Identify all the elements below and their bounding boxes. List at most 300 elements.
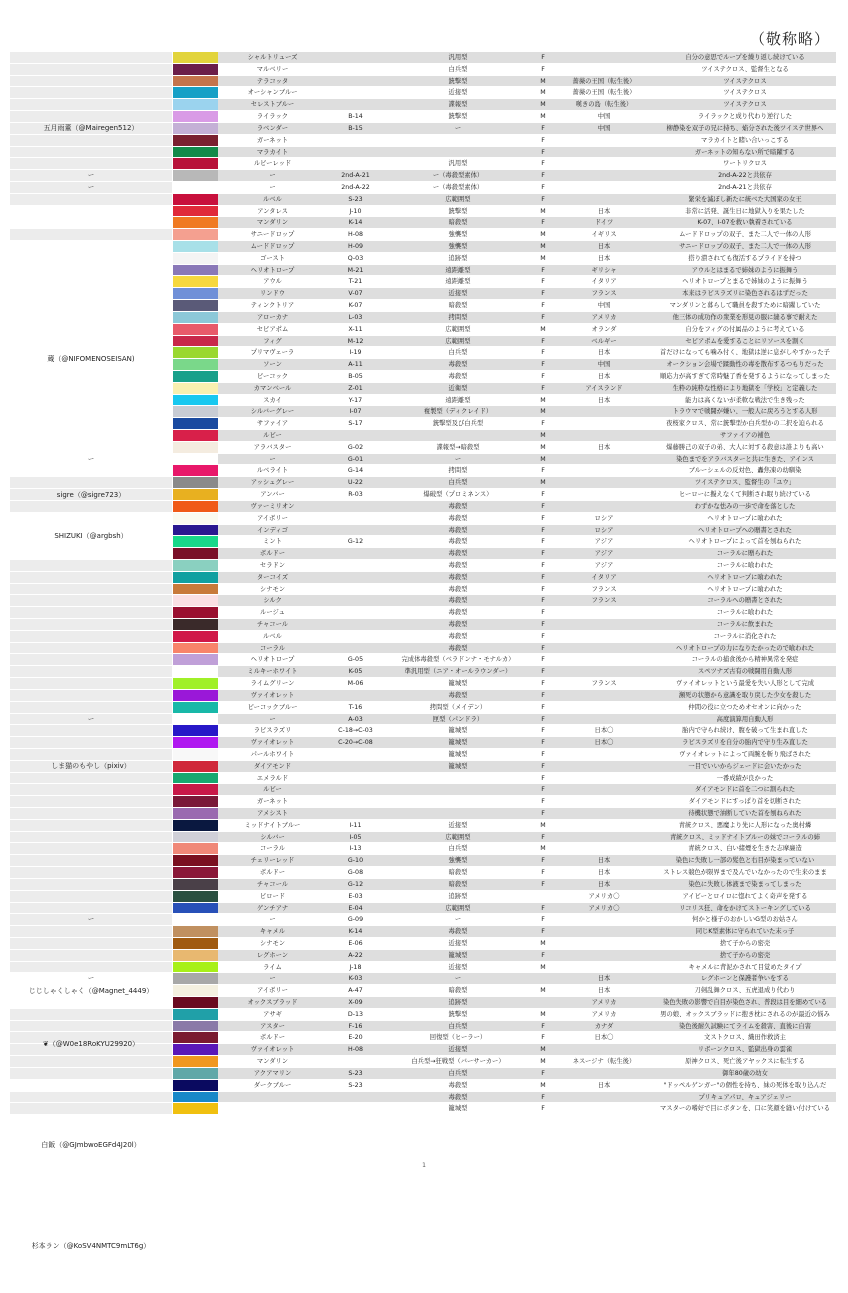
author-cell bbox=[10, 336, 172, 347]
sex-cell: F bbox=[532, 170, 554, 181]
table-row bbox=[10, 265, 836, 277]
table-row bbox=[10, 1032, 836, 1044]
serial-number-cell: L-03 bbox=[327, 312, 384, 323]
color-name-cell: ゴースト bbox=[218, 253, 327, 264]
author-cell bbox=[10, 761, 172, 772]
serial-number-cell: A-11 bbox=[327, 359, 384, 370]
type-cell: 完成体毒殺型（ベラドンナ・モナルカ） bbox=[384, 654, 532, 665]
table-row bbox=[10, 714, 836, 726]
note-cell: 本来はラピスラズリに染色されるはずだった bbox=[654, 288, 836, 299]
serial-number-cell: E-06 bbox=[327, 938, 384, 949]
color-name-cell: シナモン bbox=[218, 938, 327, 949]
sex-cell bbox=[532, 973, 554, 984]
author-cell bbox=[10, 406, 172, 417]
origin-cell bbox=[554, 1068, 654, 1079]
origin-cell: アメリカ bbox=[554, 1009, 654, 1020]
serial-number-cell bbox=[327, 761, 384, 772]
note-cell: 青統クロス、ミッドナイトブルーの妹でコーラルの姉 bbox=[654, 832, 836, 843]
note-cell: リボーンクロス、監獄出身の雲雀 bbox=[654, 1044, 836, 1055]
author-cell bbox=[10, 891, 172, 902]
serial-number-cell: S-23 bbox=[327, 1080, 384, 1091]
type-cell: 拷問型 bbox=[384, 312, 532, 323]
sex-cell: M bbox=[532, 76, 554, 87]
type-cell: 毒殺型 bbox=[384, 359, 532, 370]
author-cell bbox=[10, 808, 172, 819]
serial-number-cell: T-21 bbox=[327, 276, 384, 287]
color-swatch bbox=[172, 52, 218, 63]
sex-cell: F bbox=[532, 64, 554, 75]
sex-cell: F bbox=[532, 808, 554, 819]
serial-number-cell: B-14 bbox=[327, 111, 384, 122]
table-row bbox=[10, 111, 836, 123]
note-cell: 2nd-A-21と共依存 bbox=[654, 182, 836, 193]
color-name-cell: ミルキーホワイト bbox=[218, 666, 327, 677]
table-row bbox=[10, 1103, 836, 1115]
color-swatch bbox=[172, 643, 218, 654]
table-row bbox=[10, 158, 836, 170]
color-swatch bbox=[172, 525, 218, 536]
serial-number-cell bbox=[327, 501, 384, 512]
author-cell bbox=[10, 1103, 172, 1114]
sex-cell: M bbox=[532, 87, 554, 98]
color-name-cell: ルージュ bbox=[218, 607, 327, 618]
color-name-cell: ライラック bbox=[218, 111, 327, 122]
color-name-cell bbox=[218, 1092, 327, 1103]
sex-cell: F bbox=[532, 536, 554, 547]
origin-cell: ギリシャ bbox=[554, 265, 654, 276]
origin-cell bbox=[554, 64, 654, 75]
origin-cell bbox=[554, 147, 654, 158]
type-cell: 白兵型 bbox=[384, 477, 532, 488]
table-row bbox=[10, 950, 836, 962]
author-cell: ー bbox=[10, 714, 172, 725]
serial-number-cell bbox=[327, 1056, 384, 1067]
color-name-cell: ー bbox=[218, 973, 327, 984]
note-cell: ヴァイオレットという最愛を失い人形として完成 bbox=[654, 678, 836, 689]
sex-cell: F bbox=[532, 312, 554, 323]
type-cell: 暗殺型 bbox=[384, 985, 532, 996]
author-name: 杉本ラン（@KoSV4NMTC9mLT6g） bbox=[31, 1241, 151, 1250]
author-cell bbox=[10, 87, 172, 98]
sex-cell: F bbox=[532, 725, 554, 736]
serial-number-cell: S-23 bbox=[327, 1068, 384, 1079]
color-swatch bbox=[172, 253, 218, 264]
note-cell: サファイアの補色 bbox=[654, 430, 836, 441]
type-cell: 銃撃型 bbox=[384, 1009, 532, 1020]
color-swatch bbox=[172, 312, 218, 323]
origin-cell bbox=[554, 170, 654, 181]
sex-cell: F bbox=[532, 123, 554, 134]
sex-cell: M bbox=[532, 206, 554, 217]
type-cell: 近接型 bbox=[384, 962, 532, 973]
serial-number-cell bbox=[327, 607, 384, 618]
color-swatch bbox=[172, 418, 218, 429]
origin-cell: 日本 bbox=[554, 241, 654, 252]
serial-number-cell: K-05 bbox=[327, 666, 384, 677]
table-row bbox=[10, 607, 836, 619]
origin-cell bbox=[554, 654, 654, 665]
table-row bbox=[10, 312, 836, 324]
sex-cell: M bbox=[532, 406, 554, 417]
color-name-cell: ヘリオトロープ bbox=[218, 265, 327, 276]
table-row bbox=[10, 666, 836, 678]
note-cell: ヘリオトロープに喰われた bbox=[654, 513, 836, 524]
serial-number-cell: G-12 bbox=[327, 879, 384, 890]
type-cell bbox=[384, 430, 532, 441]
note-cell: K-07、I-07を救い執着されている bbox=[654, 217, 836, 228]
color-swatch bbox=[172, 832, 218, 843]
type-cell: 遠距離型 bbox=[384, 395, 532, 406]
table-row bbox=[10, 147, 836, 159]
color-name-cell: ボルドー bbox=[218, 548, 327, 559]
table-row bbox=[10, 465, 836, 477]
table-row bbox=[10, 194, 836, 206]
origin-cell: 日本 bbox=[554, 371, 654, 382]
origin-cell: オランダ bbox=[554, 324, 654, 335]
color-name-cell: マンダリン bbox=[218, 217, 327, 228]
type-cell: 毒殺型 bbox=[384, 619, 532, 630]
table-row bbox=[10, 938, 836, 950]
origin-cell: 薔薇の王国（転生後） bbox=[554, 76, 654, 87]
author-cell bbox=[10, 99, 172, 110]
author-cell bbox=[10, 513, 172, 524]
author-cell bbox=[10, 1080, 172, 1091]
author-cell bbox=[10, 607, 172, 618]
sex-cell: M bbox=[532, 477, 554, 488]
author-cell bbox=[10, 572, 172, 583]
color-name-cell: チャコール bbox=[218, 879, 327, 890]
color-swatch bbox=[172, 288, 218, 299]
table-row bbox=[10, 737, 836, 749]
sex-cell: F bbox=[532, 749, 554, 760]
origin-cell: 中国 bbox=[554, 359, 654, 370]
color-swatch bbox=[172, 1009, 218, 1020]
author-cell bbox=[10, 962, 172, 973]
type-cell: 拷問型（メイデン） bbox=[384, 702, 532, 713]
color-name-cell: ルビー bbox=[218, 784, 327, 795]
author-cell bbox=[10, 855, 172, 866]
color-name-cell: ゲンチアナ bbox=[218, 903, 327, 914]
color-swatch bbox=[172, 666, 218, 677]
origin-cell: 日本 bbox=[554, 442, 654, 453]
serial-number-cell: E-20 bbox=[327, 1032, 384, 1043]
note-cell: 捨て子からの密売 bbox=[654, 938, 836, 949]
type-cell: 籠城型 bbox=[384, 761, 532, 772]
color-name-cell: フィグ bbox=[218, 336, 327, 347]
note-cell: 染色までをアラバスターと共に生きた、アインス bbox=[654, 454, 836, 465]
serial-number-cell: K-14 bbox=[327, 926, 384, 937]
table-row bbox=[10, 87, 836, 99]
sex-cell: F bbox=[532, 714, 554, 725]
color-name-cell: シルバーグレー bbox=[218, 406, 327, 417]
origin-cell bbox=[554, 1044, 654, 1055]
note-cell: キャメルに背泥かされて目覚めたタイプ bbox=[654, 962, 836, 973]
color-name-cell: ー bbox=[218, 182, 327, 193]
note-cell: コーラルへの贈書とされた bbox=[654, 595, 836, 606]
note-cell: 染色失敗の影響で自目が染色され、普段は目を細めている bbox=[654, 997, 836, 1008]
sex-cell: F bbox=[532, 737, 554, 748]
color-name-cell: ラベンダー bbox=[218, 123, 327, 134]
type-cell: 銃撃型 bbox=[384, 111, 532, 122]
note-cell: 原神クロス、死亡後アヤックスに転生する bbox=[654, 1056, 836, 1067]
table-row bbox=[10, 690, 836, 702]
color-name-cell: ルベル bbox=[218, 631, 327, 642]
table-row bbox=[10, 891, 836, 903]
sex-cell: F bbox=[532, 300, 554, 311]
serial-number-cell: E-04 bbox=[327, 903, 384, 914]
origin-cell: 日本〇 bbox=[554, 1032, 654, 1043]
type-cell: ー（毒殺型素体） bbox=[384, 182, 532, 193]
origin-cell: 日本〇 bbox=[554, 737, 654, 748]
type-cell: 毒殺型 bbox=[384, 690, 532, 701]
type-cell: 回復型（ヒーラー） bbox=[384, 1032, 532, 1043]
note-cell: ツイステクロス bbox=[654, 87, 836, 98]
author-cell bbox=[10, 631, 172, 642]
origin-cell: ロシア bbox=[554, 513, 654, 524]
color-name-cell: プリマヴェーラ bbox=[218, 347, 327, 358]
color-name-cell: アメシスト bbox=[218, 808, 327, 819]
sex-cell: F bbox=[532, 879, 554, 890]
sex-cell: M bbox=[532, 229, 554, 240]
serial-number-cell: Q-03 bbox=[327, 253, 384, 264]
author-cell bbox=[10, 926, 172, 937]
color-name-cell: ヴァイオレット bbox=[218, 737, 327, 748]
color-name-cell: アサギ bbox=[218, 1009, 327, 1020]
origin-cell bbox=[554, 489, 654, 500]
sex-cell: F bbox=[532, 914, 554, 925]
color-name-cell: シルク bbox=[218, 595, 327, 606]
table-row bbox=[10, 584, 836, 596]
table-row bbox=[10, 855, 836, 867]
color-name-cell: チャコール bbox=[218, 619, 327, 630]
serial-number-cell: D-13 bbox=[327, 1009, 384, 1020]
color-swatch bbox=[172, 158, 218, 169]
color-swatch bbox=[172, 891, 218, 902]
table-row bbox=[10, 1044, 836, 1056]
type-cell: 毒殺型 bbox=[384, 595, 532, 606]
type-cell: 追跡型 bbox=[384, 891, 532, 902]
color-name-cell: シルバー bbox=[218, 832, 327, 843]
serial-number-cell: T-16 bbox=[327, 702, 384, 713]
author-cell bbox=[10, 383, 172, 394]
color-swatch bbox=[172, 678, 218, 689]
color-name-cell: アウル bbox=[218, 276, 327, 287]
type-cell: 銃撃型 bbox=[384, 76, 532, 87]
type-cell: 暗殺型 bbox=[384, 300, 532, 311]
origin-cell: 日本 bbox=[554, 1080, 654, 1091]
author-cell bbox=[10, 737, 172, 748]
type-cell: 白兵型→狂戦型（バーサーカー） bbox=[384, 1056, 532, 1067]
note-cell: ワートリクロス bbox=[654, 158, 836, 169]
type-cell: 白兵型 bbox=[384, 1021, 532, 1032]
note-cell: 染色に失敗し一部の髪色と右目が染まっていない bbox=[654, 855, 836, 866]
serial-number-cell bbox=[327, 87, 384, 98]
color-swatch bbox=[172, 347, 218, 358]
color-swatch bbox=[172, 241, 218, 252]
color-name-cell: レグホーン bbox=[218, 950, 327, 961]
sex-cell: F bbox=[532, 903, 554, 914]
type-cell: 籠城型 bbox=[384, 737, 532, 748]
note-cell: ツイステクロス bbox=[654, 99, 836, 110]
honorific-note: （敬称略） bbox=[749, 30, 830, 48]
color-swatch bbox=[172, 406, 218, 417]
type-cell: 拷問型 bbox=[384, 465, 532, 476]
author-cell bbox=[10, 1056, 172, 1067]
color-name-cell: ムードドロップ bbox=[218, 241, 327, 252]
type-cell: 広範囲型 bbox=[384, 903, 532, 914]
origin-cell bbox=[554, 52, 654, 63]
origin-cell bbox=[554, 135, 654, 146]
serial-number-cell: G-12 bbox=[327, 536, 384, 547]
table-row bbox=[10, 442, 836, 454]
author-cell bbox=[10, 843, 172, 854]
color-name-cell: インディゴ bbox=[218, 525, 327, 536]
author-cell bbox=[10, 194, 172, 205]
author-name: しま猫のもやし（pixiv） bbox=[51, 762, 131, 771]
type-cell: 白兵型 bbox=[384, 347, 532, 358]
table-row bbox=[10, 997, 836, 1009]
color-swatch bbox=[172, 1056, 218, 1067]
sex-cell: F bbox=[532, 513, 554, 524]
serial-number-cell: G-08 bbox=[327, 867, 384, 878]
author-cell bbox=[10, 643, 172, 654]
origin-cell bbox=[554, 914, 654, 925]
color-name-cell: ライムグリーン bbox=[218, 678, 327, 689]
origin-cell bbox=[554, 430, 654, 441]
sex-cell: F bbox=[532, 950, 554, 961]
author-cell bbox=[10, 442, 172, 453]
author-cell bbox=[10, 347, 172, 358]
note-cell: 青統クロス、悪魔より先に人形になった奥村燐 bbox=[654, 820, 836, 831]
sex-cell: M bbox=[532, 1009, 554, 1020]
author-cell: ー bbox=[10, 182, 172, 193]
table-row bbox=[10, 560, 836, 572]
color-name-cell: シャルトリューズ bbox=[218, 52, 327, 63]
note-cell: 一目でいいからジェードに会いたかった bbox=[654, 761, 836, 772]
color-swatch bbox=[172, 820, 218, 831]
serial-number-cell bbox=[327, 158, 384, 169]
sex-cell: F bbox=[532, 926, 554, 937]
table-row bbox=[10, 513, 836, 525]
origin-cell: 日本 bbox=[554, 985, 654, 996]
sex-cell: M bbox=[532, 985, 554, 996]
serial-number-cell bbox=[327, 560, 384, 571]
sex-cell: F bbox=[532, 288, 554, 299]
table-row bbox=[10, 430, 836, 442]
sex-cell: F bbox=[532, 607, 554, 618]
origin-cell bbox=[554, 808, 654, 819]
note-cell: ムードドロップの双子、また二人で一体の人形 bbox=[654, 229, 836, 240]
table-row bbox=[10, 1009, 836, 1021]
table-row bbox=[10, 631, 836, 643]
table-row bbox=[10, 371, 836, 383]
color-swatch bbox=[172, 867, 218, 878]
sex-cell: F bbox=[532, 643, 554, 654]
sex-cell: F bbox=[532, 832, 554, 843]
type-cell: ー bbox=[384, 914, 532, 925]
serial-number-cell bbox=[327, 513, 384, 524]
sex-cell: F bbox=[532, 784, 554, 795]
type-cell: 広範囲型 bbox=[384, 324, 532, 335]
author-cell bbox=[10, 560, 172, 571]
sex-cell bbox=[532, 891, 554, 902]
serial-number-cell: X-09 bbox=[327, 997, 384, 1008]
serial-number-cell: G-01 bbox=[327, 454, 384, 465]
author-cell bbox=[10, 229, 172, 240]
color-swatch bbox=[172, 572, 218, 583]
author-cell bbox=[10, 111, 172, 122]
note-cell: リコリス狂、命をかけてストーキングしている bbox=[654, 903, 836, 914]
note-cell: 御年80歳の幼女 bbox=[654, 1068, 836, 1079]
origin-cell bbox=[554, 796, 654, 807]
type-cell: 複製型（ディクレイド） bbox=[384, 406, 532, 417]
color-swatch bbox=[172, 217, 218, 228]
origin-cell bbox=[554, 690, 654, 701]
color-swatch bbox=[172, 773, 218, 784]
sex-cell: F bbox=[532, 194, 554, 205]
origin-cell bbox=[554, 714, 654, 725]
table-row bbox=[10, 595, 836, 607]
note-cell: コーラルに飲まれた bbox=[654, 619, 836, 630]
note-cell: ヘリオトロープによって首を刎ねられた bbox=[654, 536, 836, 547]
color-swatch bbox=[172, 784, 218, 795]
note-cell: 一番成績が良かった bbox=[654, 773, 836, 784]
sex-cell: F bbox=[532, 560, 554, 571]
serial-number-cell: M-21 bbox=[327, 265, 384, 276]
type-cell: 毒殺型 bbox=[384, 643, 532, 654]
color-name-cell: マルベリー bbox=[218, 64, 327, 75]
author-cell bbox=[10, 371, 172, 382]
table-row bbox=[10, 170, 836, 182]
note-cell: コーラルに消化された bbox=[654, 631, 836, 642]
type-cell: 準汎用型（ニア・オールラウンダー） bbox=[384, 666, 532, 677]
origin-cell: 嘆きの島（転生後） bbox=[554, 99, 654, 110]
color-name-cell: アクアマリン bbox=[218, 1068, 327, 1079]
type-cell: 毒殺型 bbox=[384, 371, 532, 382]
color-name-cell: サニードロップ bbox=[218, 229, 327, 240]
color-swatch bbox=[172, 914, 218, 925]
note-cell: 生粋の純粋な性格により地獄を「学校」と定義した bbox=[654, 383, 836, 394]
origin-cell bbox=[554, 702, 654, 713]
note-cell: コーラルに喰われた bbox=[654, 560, 836, 571]
color-swatch bbox=[172, 997, 218, 1008]
serial-number-cell: I-05 bbox=[327, 832, 384, 843]
note-cell: わずかな怯みの一歩で命を落とした bbox=[654, 501, 836, 512]
note-cell: プリキュアパロ、キュアジェリー bbox=[654, 1092, 836, 1103]
author-cell bbox=[10, 678, 172, 689]
serial-number-cell bbox=[327, 808, 384, 819]
author-cell bbox=[10, 359, 172, 370]
note-cell: セピアポムを愛することにリソースを割く bbox=[654, 336, 836, 347]
note-cell: マンダリンと暮らして職員を殺すために暗躍していた bbox=[654, 300, 836, 311]
serial-number-cell: 2nd-A-22 bbox=[327, 182, 384, 193]
note-cell: ヘリオトロープに喰われた bbox=[654, 572, 836, 583]
type-cell: 追跡型 bbox=[384, 997, 532, 1008]
type-cell: 毒殺型 bbox=[384, 584, 532, 595]
note-cell: ツイステクロス、監督生の「ユウ」 bbox=[654, 477, 836, 488]
serial-number-cell: Z-01 bbox=[327, 383, 384, 394]
table-row bbox=[10, 761, 836, 773]
author-cell bbox=[10, 147, 172, 158]
serial-number-cell bbox=[327, 631, 384, 642]
note-cell: レグホーンと保護者争いをする bbox=[654, 973, 836, 984]
color-name-cell: ガーネット bbox=[218, 796, 327, 807]
table-row bbox=[10, 962, 836, 974]
note-cell: 能力は高くないが柔軟な戦法で生き残った bbox=[654, 395, 836, 406]
color-name-cell: サファイア bbox=[218, 418, 327, 429]
serial-number-cell bbox=[327, 749, 384, 760]
origin-cell bbox=[554, 832, 654, 843]
